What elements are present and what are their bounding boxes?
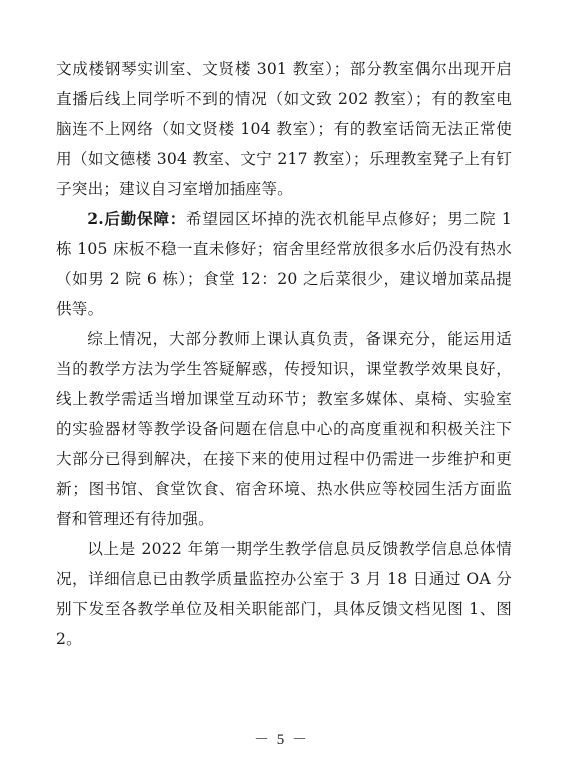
- document-body: [56, 54, 512, 654]
- paragraph-text: 综上情况，大部分教师上课认真负责，备课充分，能运用适当的教学方法为学生答疑解惑，传授知识，课堂教学效果良好，线上教学需适当增加课堂互动环节；教室多媒体、桌椅、实验室的实验器材等教学设备问题在信息中心的高度重视和积极关注下大部分已得到解决，在接下来的使用过程中仍需进一步维护和更新；图书馆、食堂饮食、宿舍环境、热水供应等校园生活方面监督和管理还有待加强。: [56, 330, 512, 528]
- section-heading-logistics: 2.后勤保障：: [87, 209, 187, 228]
- paragraph-text: 希望园区坏掉的洗衣机能早点修好；男二院 1 栋 105 床板不稳一直未修好；宿舍里经常放很多水后仍没有热水（如男 2 院 6 栋）；食堂 12：20 之后菜很少，建议增加菜品提供等。: [56, 210, 512, 318]
- paragraph-text: 以上是 2022 年第一期学生教学信息员反馈教学信息总体情况，详细信息已由教学质量监控办公室于 3 月 18 日通过 OA 分别下发至各教学单位及相关职能部门，具体反馈文档见图 1、图 2。: [56, 540, 512, 648]
- paragraph-conclusion: [56, 534, 512, 654]
- paragraph-logistics: [56, 204, 512, 324]
- paragraph-summary: [56, 324, 512, 534]
- page-number: － 5 －: [253, 732, 309, 748]
- paragraph-text: 文成楼钢琴实训室、文贤楼 301 教室）；部分教室偶尔出现开启直播后线上同学听不到的情况（如文致 202 教室）；有的教室电脑连不上网络（如文贤楼 104 教室）；有的教室话筒无法正常使用（如文德楼 304 教室、文宁 217 教室）；乐理教室凳子上有钉子突出；建议自习室增加插座等。: [56, 60, 512, 198]
- paragraph-classroom-issues: [56, 54, 512, 204]
